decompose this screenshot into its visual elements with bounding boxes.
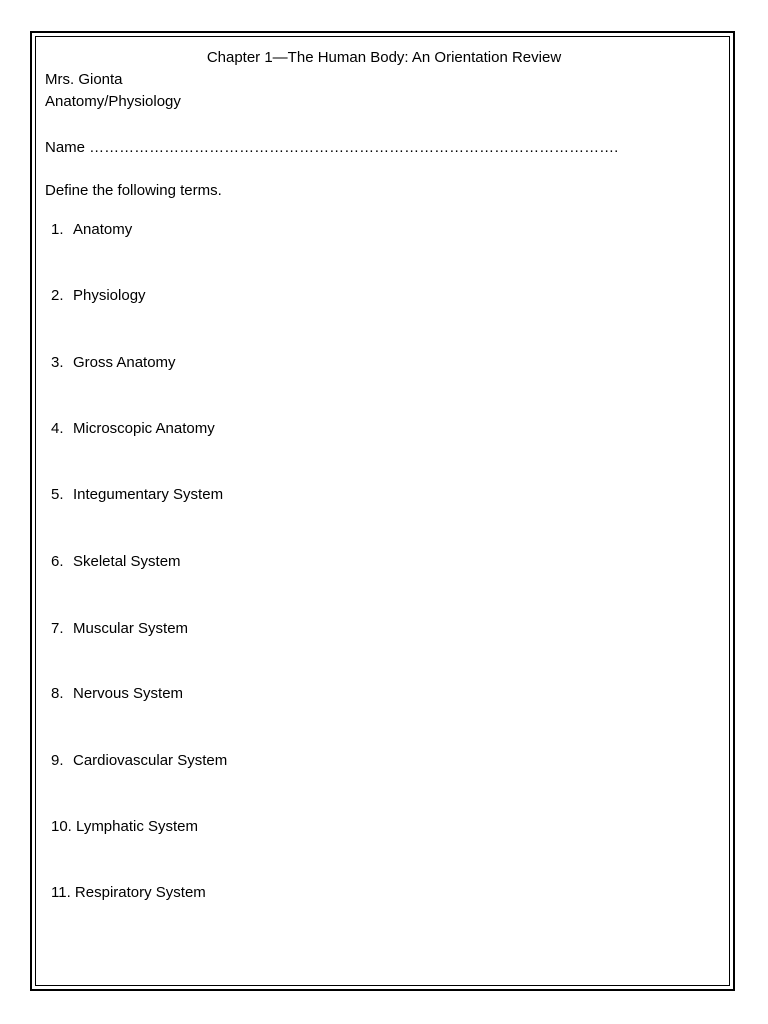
term-number: 7.: [51, 620, 64, 637]
term-label: Anatomy: [73, 221, 133, 238]
term-number: 5.: [51, 486, 64, 503]
term-label: Skeletal System: [73, 553, 181, 570]
term-item-2: [51, 287, 146, 305]
term-item-1: [51, 221, 132, 239]
term-item-11: [51, 884, 206, 902]
term-number: 4.: [51, 420, 64, 437]
term-label: Nervous System: [73, 685, 184, 702]
term-label: Cardiovascular System: [73, 752, 228, 769]
teacher-name: Mrs. Gionta: [45, 71, 123, 88]
term-number: 1.: [51, 221, 64, 238]
term-label: Muscular System: [73, 620, 189, 637]
term-number: 9.: [51, 752, 64, 769]
course-name: Anatomy/Physiology: [45, 93, 181, 110]
term-item-9: [51, 752, 227, 770]
term-number: 2.: [51, 287, 64, 304]
term-item-6: [51, 553, 181, 571]
instructions: Define the following terms.: [45, 182, 222, 199]
student-name-line: Name …………………………………………………………………………………………….: [45, 139, 619, 156]
term-label: Gross Anatomy: [73, 354, 176, 371]
worksheet-title: Chapter 1—The Human Body: An Orientation Review: [206, 49, 562, 66]
term-label: Integumentary System: [73, 486, 224, 503]
term-item-8: [51, 685, 183, 703]
term-number: 6.: [51, 553, 64, 570]
term-number: 3.: [51, 354, 64, 371]
term-item-7: [51, 620, 188, 638]
term-label: Lymphatic System: [76, 818, 199, 835]
term-label: Physiology: [73, 287, 146, 304]
term-item-5: [51, 486, 223, 504]
page-border-inner: [35, 36, 730, 986]
term-item-10: [51, 818, 198, 836]
term-item-4: [51, 420, 215, 438]
term-label: Respiratory System: [74, 884, 206, 901]
term-number: 10.: [51, 818, 72, 835]
term-label: Microscopic Anatomy: [73, 420, 215, 437]
term-number: 8.: [51, 685, 64, 702]
term-item-3: [51, 354, 176, 372]
term-number: 11.: [51, 884, 71, 901]
